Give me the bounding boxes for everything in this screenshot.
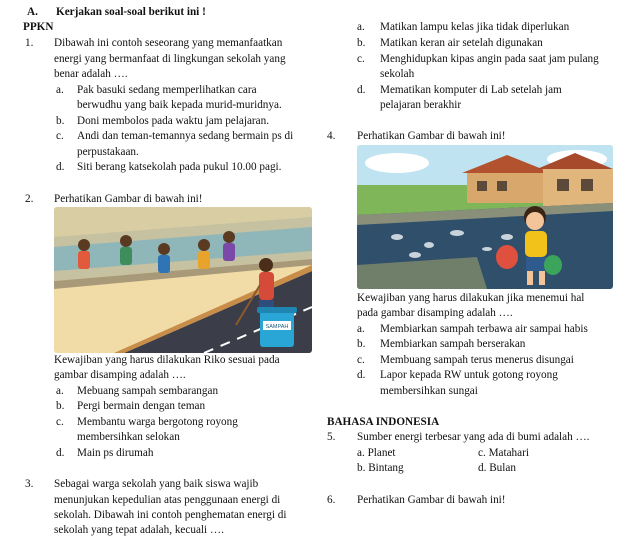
worker-figure [198,239,210,269]
q1-text-line: energi yang bermanfaat di lingkungan sekolah yang [54,53,286,65]
q2-option-c-text[interactable]: Membantu warga bergotong royong [77,416,238,428]
q4-prompt: Perhatikan Gambar di bawah ini! [357,130,506,142]
q1-option-a-text[interactable]: berwudhu yang baik kepada murid-muridnya. [77,99,282,111]
q2-option-c-text[interactable]: membersihkan selokan [77,431,180,443]
q1-option-c-letter[interactable]: c. [56,130,64,142]
q5-option-b[interactable] [357,461,404,475]
garbage-bag-red [496,245,518,269]
q5-option-c-letter: c. [478,447,486,459]
subject-title-ppkn: PPKN [23,21,54,33]
q2-option-d-letter[interactable]: d. [56,447,65,459]
worker-figure [223,231,235,261]
q4-option-c-letter[interactable]: c. [357,354,365,366]
q1-option-b-letter[interactable]: b. [56,115,65,127]
q4-option-a-text[interactable]: Membiarkan sampah terbawa air sampai habis [380,323,588,335]
q2-option-b-letter[interactable]: b. [56,400,65,412]
q5-option-a-label: Planet [367,447,396,459]
q1-option-c-text[interactable]: perpustakaan. [77,146,139,158]
q5-option-d-label: Bulan [489,462,516,474]
q5-option-c-label: Matahari [488,447,529,459]
q1-option-d-letter[interactable]: d. [56,161,65,173]
q1-option-b-text[interactable]: Doni membolos pada waktu jam pelajaran. [77,115,269,127]
q5-option-b-label: Bintang [368,462,404,474]
q1-option-a-letter[interactable]: a. [56,84,64,96]
q5-number: 5. [327,431,336,443]
q3-text-line: menunjukan kepedulian atas penggunaan energi di [54,494,281,506]
q5-option-d[interactable] [478,461,516,475]
q4-option-d-letter[interactable]: d. [357,369,366,381]
q2-option-c-letter[interactable]: c. [56,416,64,428]
q5-option-b-letter: b. [357,462,366,474]
q2-prompt: Perhatikan Gambar di bawah ini! [54,193,203,205]
q2-option-b-text[interactable]: Pergi bermain dengan teman [77,400,206,412]
q2-number: 2. [25,193,34,205]
q4-option-b-letter[interactable]: b. [357,338,366,350]
q1-option-d-text[interactable]: Siti berang katsekolah pada pukul 10.00 pagi. [77,161,282,173]
q3-text-line: sekolah. Dibawah ini contoh penghematan energi di [54,509,287,521]
section-letter: A. [27,6,38,18]
q2-option-a-text[interactable]: Mebuang sampah sembarangan [77,385,219,397]
subject-title-bahasa: BAHASA INDONESIA [327,416,440,428]
q6-prompt: Perhatikan Gambar di bawah ini! [357,494,506,506]
q3-option-d-letter[interactable]: d. [357,84,366,96]
worker-figure [158,243,170,273]
q3-option-b-text[interactable]: Matikan keran air setelah digunakan [380,37,543,49]
q1-number: 1. [25,37,34,49]
q4-text-line: pada gambar disamping adalah …. [357,307,513,319]
q3-text-line: Sebagai warga sekolah yang baik siswa wajib [54,478,259,490]
worker-figure [78,239,90,269]
q2-text-line: Kewajiban yang harus dilakukan Riko sesuai pada [54,354,280,366]
q1-text-line: Dibawah ini contoh seseorang yang memanfaatkan [54,37,283,49]
q2-illustration [54,207,312,353]
q3-option-a-text[interactable]: Matikan lampu kelas jika tidak diperlukan [380,21,570,33]
q3-option-d-text[interactable]: Mematikan komputer di Lab setelah jam [380,84,562,96]
q1-option-a-text[interactable]: Pak basuki sedang memperlihatkan cara [77,84,257,96]
q4-option-c-text[interactable]: Membuang sampah terus menerus disungai [380,354,574,366]
q4-option-a-letter[interactable]: a. [357,323,365,335]
q5-option-c[interactable] [478,446,529,460]
q1-option-c-text[interactable]: Andi dan teman-temannya sedang bermain ps di [77,130,294,142]
q4-option-d-text[interactable]: Lapor kepada RW untuk gotong royong [380,369,558,381]
q3-text-line: sekolah yang tepat adalah, kecuali …. [54,524,224,536]
q6-number: 6. [327,494,336,506]
section-instruction: Kerjakan soal-soal berikut ini ! [56,6,206,18]
q3-option-d-text[interactable]: pelajaran berakhir [380,99,462,111]
q3-option-a-letter[interactable]: a. [357,21,365,33]
garbage-bag-green [544,255,562,275]
q2-option-d-text[interactable]: Main ps dirumah [77,447,154,459]
q2-option-a-letter[interactable]: a. [56,385,64,397]
q4-option-b-text[interactable]: Membiarkan sampah berserakan [380,338,526,350]
worker-figure [120,235,132,265]
q4-option-d-text[interactable]: membersihkan sungai [380,385,478,397]
q5-option-d-letter: d. [478,462,487,474]
bin-label: SAMPAH [265,324,289,330]
q3-option-c-text[interactable]: Menghidupkan kipas angin pada saat jam pulang [380,53,599,65]
q3-option-c-letter[interactable]: c. [357,53,365,65]
q5-option-a-letter: a. [357,447,365,459]
q4-number: 4. [327,130,336,142]
q1-text-line: benar adalah …. [54,68,128,80]
q5-text: Sumber energi terbesar yang ada di bumi adalah …. [357,431,590,443]
q3-number: 3. [25,478,34,490]
q3-option-b-letter[interactable]: b. [357,37,366,49]
q3-option-c-text[interactable]: sekolah [380,68,415,80]
q4-illustration [357,145,613,289]
q2-text-line: gambar disamping adalah …. [54,369,186,381]
q5-option-a[interactable] [357,446,396,460]
q4-text-line: Kewajiban yang harus dilakukan jika menemui hal [357,292,585,304]
